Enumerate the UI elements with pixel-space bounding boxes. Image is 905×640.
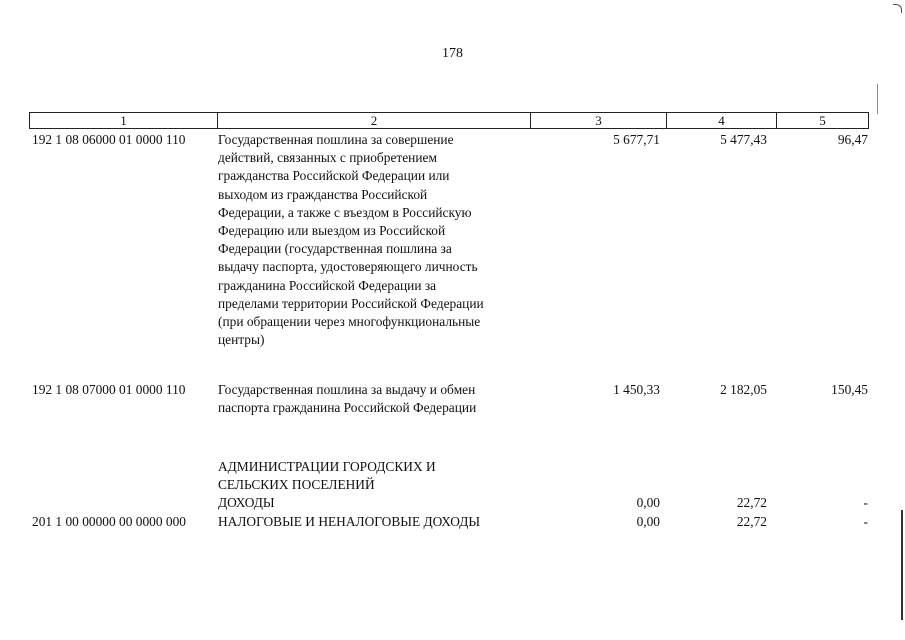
row-col4: 5 477,43 bbox=[720, 132, 767, 147]
header-col-5: 5 bbox=[819, 113, 826, 128]
row-name: НАЛОГОВЫЕ И НЕНАЛОГОВЫЕ ДОХОДЫ bbox=[218, 514, 481, 529]
row-code: 201 1 00 00000 00 0000 000 bbox=[32, 514, 186, 529]
table-row bbox=[29, 513, 874, 531]
row-col5: - bbox=[863, 514, 868, 529]
row-col4: 22,72 bbox=[736, 495, 767, 510]
row-col4: 2 182,05 bbox=[720, 382, 767, 397]
table-header bbox=[29, 112, 869, 129]
row-code: 192 1 08 06000 01 0000 110 bbox=[32, 132, 186, 147]
row-code: 192 1 08 07000 01 0000 110 bbox=[32, 382, 186, 397]
row-col3: 1 450,33 bbox=[613, 382, 660, 397]
scan-artifact bbox=[893, 4, 902, 13]
scan-artifact bbox=[901, 510, 903, 620]
row-name: Государственная пошлина за выдачу и обмен паспорта гражданина Российской Федерации bbox=[218, 382, 477, 416]
row-col5: - bbox=[863, 495, 868, 510]
header-col-2: 2 bbox=[218, 113, 531, 128]
table-row bbox=[29, 381, 874, 421]
row-name: ДОХОДЫ bbox=[218, 495, 275, 510]
row-col4: 22,72 bbox=[736, 514, 767, 529]
scan-artifact bbox=[877, 84, 878, 114]
table-row bbox=[29, 131, 874, 361]
row-col3: 0,00 bbox=[636, 514, 660, 529]
table-row bbox=[29, 494, 874, 512]
section-title: АДМИНИСТРАЦИИ ГОРОДСКИХ И СЕЛЬСКИХ ПОСЕЛЕНИЙ bbox=[218, 459, 436, 493]
header-col-1: 1 bbox=[30, 113, 218, 128]
row-name: Государственная пошлина за совершение действий, связанных с приобретением гражданства Российской Федерации или выходом из гражданства Российской Федерации, а также с въездом в Российскую Федерацию или выездом из Российской Федерации (государственная пошлина за выдачу паспорта, удостоверяющего личность гражданина Российской Федерации за пределами территории Российской Федерации (при обращении через многофункциональные центры) bbox=[218, 132, 484, 348]
header-col-4: 4 bbox=[667, 113, 777, 128]
row-col3: 5 677,71 bbox=[613, 132, 660, 147]
row-col3: 0,00 bbox=[636, 495, 660, 510]
header-col-3: 3 bbox=[531, 113, 667, 128]
row-col5: 96,47 bbox=[837, 132, 868, 147]
row-col5: 150,45 bbox=[831, 382, 868, 397]
page-number: 178 bbox=[442, 46, 463, 61]
